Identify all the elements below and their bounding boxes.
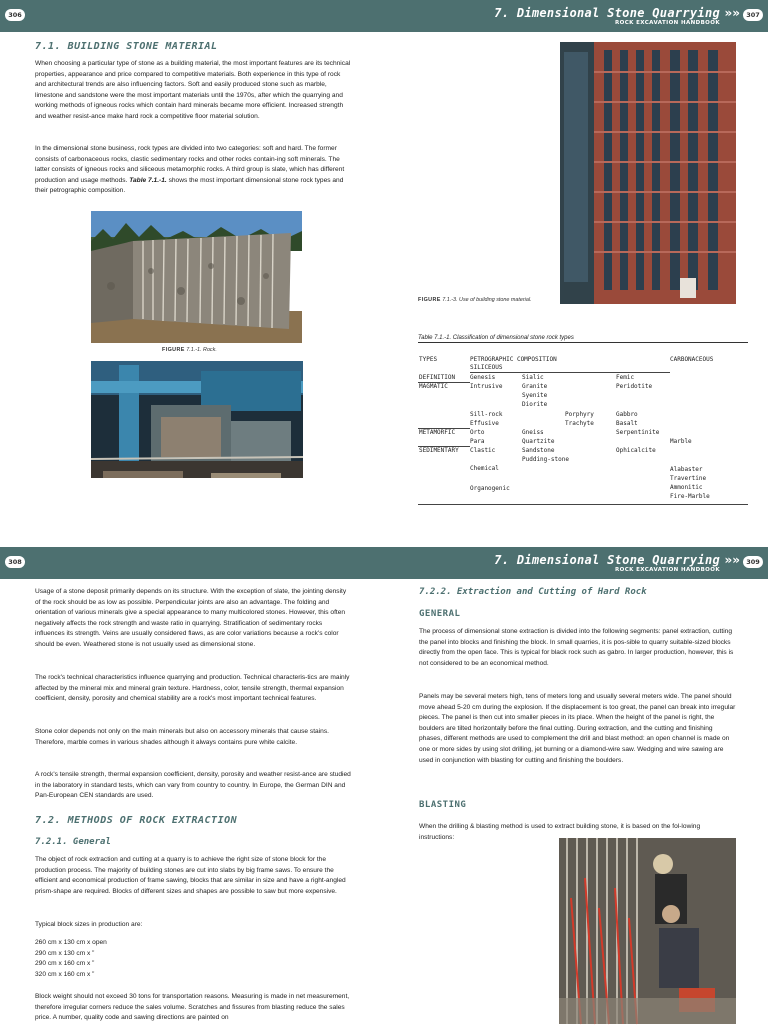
table-header-siliceous: SILICEOUS [470,364,503,371]
table-cell: Sill-rock [470,411,503,418]
body-paragraph: In the dimensional stone business, rock types are divided into two categories: soft and hard. The former consists of carbonaceous rocks, clastic sedimentary rocks and other rocks contain-ing soft minerals. The latter consists of igneous rocks and siliceous metamorphic rocks. A third group is slate, which has different production and usage methods. Table 7.1.-1. shows the most important dimensional stone rock types and their petrographic composition. [35,145,345,195]
table-header-petro: PETROGRAPHIC COMPOSITION [470,356,557,363]
body-paragraph: A rock's tensile strength, thermal expansion coefficient, density, porosity and weather resist-ance are studied in the laboratory in standard tests, which can vary from country to country. In Europe, the German DIN and Pan-European CEN standards are used. [35,771,351,800]
list-item: 290 cm x 130 cm x ” [35,949,95,957]
body-paragraph: Panels may be several meters high, tens of meters long and usually several meters wide. The panel should move ahead 5-20 cm during the explosion. If the displacement is too great, the panel can break into irregular pieces. The panel is then cut into smaller pieces in its place. When the height of the panel is right, the boulders are tilted horizontally before the final cutting. During extraction, and the cutting and finishing phases, different methods are used to complement the drill and blast method: an open channel is made on one or more sides by using slot drilling, jet burning or a diamond-wire saw. Wedging and wire sawing are used in conjunction with blasting for cutting and finishing the boulders. [419,693,736,764]
body-paragraph: When the drilling & blasting method is used to extract building stone, it is based on the fol-lowing instructions: [419,823,701,841]
page-number-left: 308 [5,556,25,568]
table-cell: Effusive [470,420,499,427]
table-cell: Marble [670,438,692,445]
rock-block-image [91,211,302,343]
section-heading: 7.2. METHODS OF ROCK EXTRACTION [35,815,238,826]
table-cell: Pudding-stone [522,456,569,463]
table-cell: Quartzite [522,438,555,445]
list-item: 320 cm x 160 cm x ” [35,970,95,978]
table-cell: Gabbro [616,411,638,418]
body-paragraph: Stone color depends not only on the main minerals but also on accessory minerals that cause stains. Therefore, marble comes in various shades although it always contains pure white calcite. [35,728,329,746]
body-paragraph: The process of dimensional stone extraction is divided into the following segments: panel extraction, cutting the panel into blocks and finishing the block. In small quarries, it is pos-sible to quarry suitable-sized blocks directly from the open face. This is typical for black rock such as gabro. In larger production, however, this is not considered to be an economical method. [419,628,734,667]
table-cell: Syenite [522,392,548,399]
table-cell: Fire-Marble [670,493,710,500]
block-size-list [35,938,107,980]
table-cell: Trachyte [565,420,594,427]
table-cell: Diorite [522,401,548,408]
body-paragraph: Typical block sizes in production are: [35,921,143,928]
table-cell: Ammonitic [670,484,703,491]
table-cell: Travertine [670,475,707,482]
subsection-heading: 7.2.2. Extraction and Cutting of Hard Rock [419,587,647,597]
page-number-left: 306 [5,9,25,21]
subsection-heading: 7.2.1. General [35,837,111,847]
rock-block-photo [91,211,302,343]
table-cell: Femic [616,374,635,381]
table-cell: Intrusive [470,383,503,390]
table-cell: Chemical [470,465,499,472]
table-cell: Orto [470,429,485,436]
table-reference: Table 7.1.-1. [129,176,167,184]
table-rule [470,372,670,373]
table-row-label: METAMORFIC [419,429,456,436]
body-paragraph: The object of rock extraction and cutting at a quarry is to achieve the right size of stone block for the production process. The majority of building stones are cut into slabs by big frame saws. To ensure the efficient and economical production of frame sawing, blocks that are similar in size and have a right-angled prism-shape are required. Blocks of different sizes and shapes are possible to saw but more expensive. [35,856,346,895]
table-cell: Ophicalcite [616,447,656,454]
table-cell: Organogenic [470,485,510,492]
table-row-label: MAGMATIC [419,383,448,390]
table-cell: Sandstone [522,447,555,454]
table-cell: Serpentinite [616,429,660,436]
subheading-general: GENERAL [419,609,461,619]
table-cell: Para [470,438,485,445]
blasting-photo [559,838,736,1024]
chapter-title: 7. Dimensional Stone Quarrying [494,6,720,20]
body-paragraph: When choosing a particular type of stone as a building material, the most important features are its technical properties, appearance and price compared to competitive materials. Both experience in this type of rock and architectural trends are also influencing factors. Soft and easily produced stone such as marble, limestone and sandstone were the most important materials until the 1970s, after which the quarrying and working methods of igneous rocks which contain hard minerals became more efficient. Increased strength and weather resist-ance make hard rock a competitive floor material solution. [35,60,351,120]
table-cell: Basalt [616,420,638,427]
header-bar [0,547,768,579]
table-cell: Clastic [470,447,496,454]
top-spread [0,0,768,478]
table-cell: Granite [522,383,548,390]
table-cell: Genesis [470,374,496,381]
header-bar [0,0,768,32]
figure-caption: FIGURE 7.1.-3. Use of building stone material. [418,297,532,303]
table-cell: Alabaster [670,466,703,473]
body-paragraph: Usage of a stone deposit primarily depends on its structure. With the exception of slate, the jointing density of the rock should be as low as possible. Perpendicular joints are also an advantage. The folding and orientation of various minerals give a special appearance to many multicolored stones. However, this often negatively affects the rock strength and waste ratio in quarrying. Stratification of sedimentary rocks influences its strength. Veins are usually considered flaws, as are color variations because a rock's color should be even. Weathered stone is not usually used as dimensional stone. [35,588,347,648]
table-rule [418,504,748,505]
table-header-types: TYPES [419,356,438,363]
table-cell: Peridotite [616,383,653,390]
blasting-image [559,838,736,1024]
table-title: Table 7.1.-1. Classification of dimensional stone rock types [418,335,748,343]
figure-caption: FIGURE 7.1.-1. Rock. [162,347,217,353]
body-paragraph: Block weight should not exceed 30 tons for transportation reasons. Measuring is made in net measurement, therefore irregular corners reduce the sales volume. Scratches and fissures from blasting reduce the sales price. A number, quality code and sawing directions are painted on [35,993,350,1022]
section-heading: 7.1. BUILDING STONE MATERIAL [35,41,218,52]
table-cell: Porphyry [565,411,594,418]
body-paragraph: The rock's technical characteristics influence quarrying and production. Technical characteris-tics are mainly affected by the mineral mix and mineral grain texture. Hardness, color, tensile strength, thermal expansion coefficient, density, porosity and chemical stability are a rock's most important technical features. [35,674,350,703]
table-cell: Sialic [522,374,544,381]
building-photo [560,42,736,304]
handbook-title: ROCK EXCAVATION HANDBOOK [615,567,720,573]
chevron-right-icon: »» [724,6,740,20]
handbook-title: ROCK EXCAVATION HANDBOOK [615,20,720,26]
table-row-label: SEDIMENTARY [419,447,459,454]
page-number-right: 309 [743,556,763,568]
bottom-spread [0,547,768,1024]
table-header-carbonaceous: CARBONACEOUS [670,356,714,363]
chapter-title: 7. Dimensional Stone Quarrying [494,553,720,567]
subheading-blasting: BLASTING [419,800,467,810]
page-number-right: 307 [743,9,763,21]
list-item: 290 cm x 160 cm x ” [35,960,95,968]
building-image [560,42,736,304]
table-row-label: DEFINITION [419,374,456,381]
table-cell: Gneiss [522,429,544,436]
chevron-right-icon: »» [724,553,740,567]
list-item: 260 cm x 130 cm x open [35,939,107,946]
